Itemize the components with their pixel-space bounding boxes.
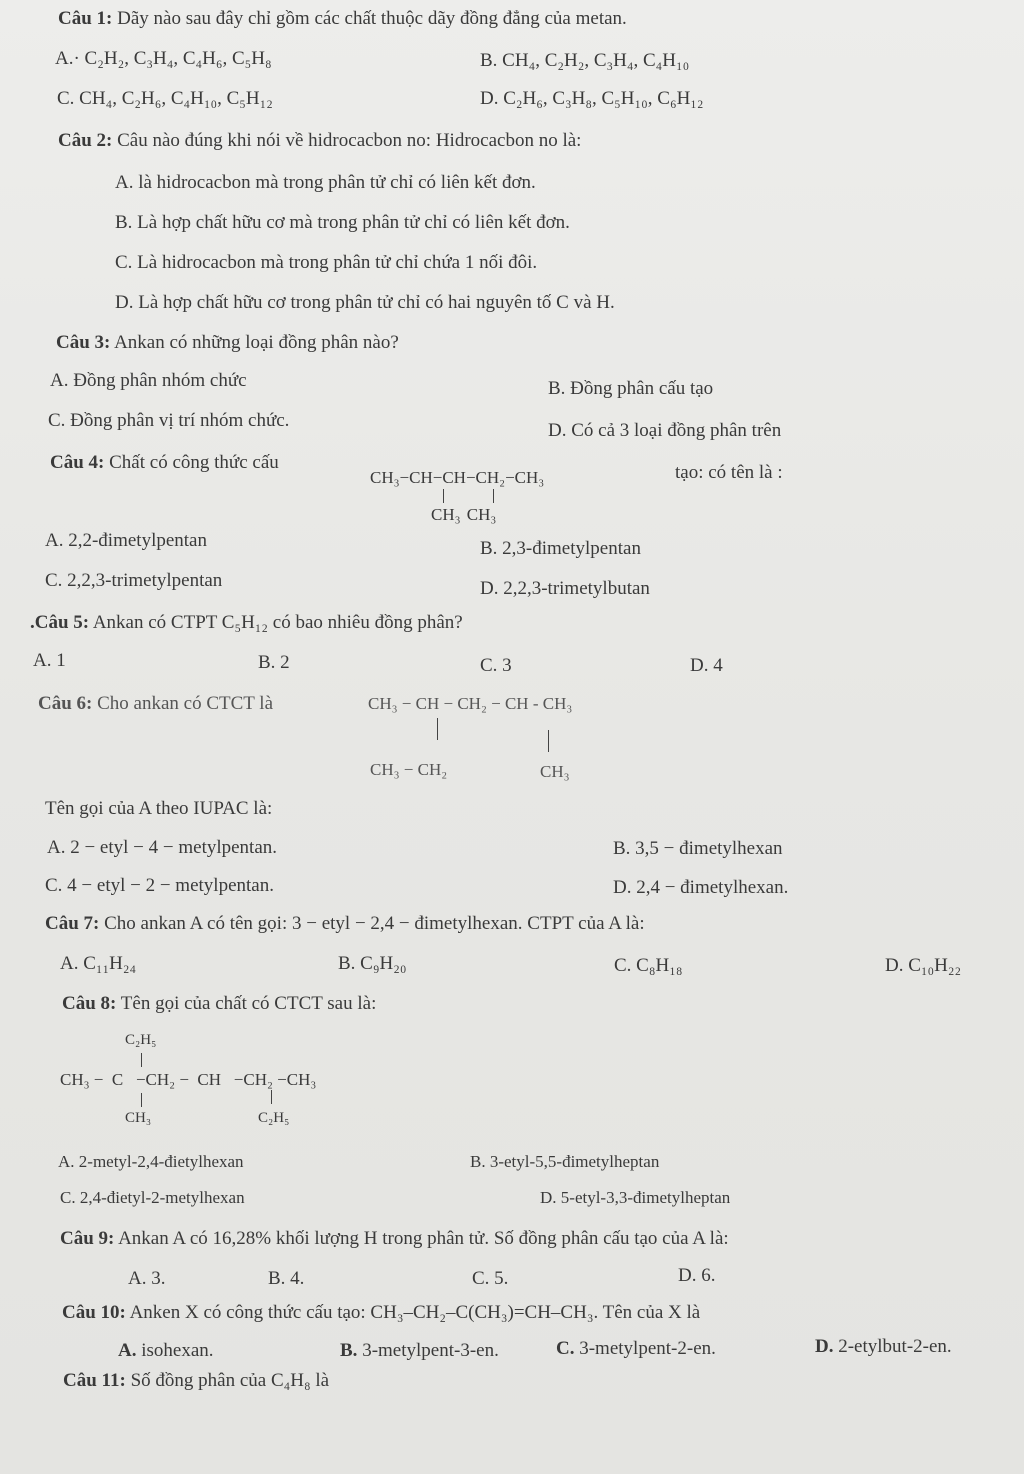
- question-number: Câu 8:: [62, 993, 117, 1014]
- q2-option-c: C. Là hidrocacbon mà trong phân tử chỉ chứa 1 nối đôi.: [115, 252, 538, 273]
- q8-formula-chain: CH₃ − C −CH₂ − CH −CH₂ −CH₃: [60, 1070, 317, 1089]
- q6-bond-line: [548, 730, 549, 752]
- question-number: Câu 2:: [58, 130, 113, 151]
- question-text: Dãy nào sau đây chỉ gồm các chất thuộc dãy đồng đẳng của metan.: [117, 8, 627, 29]
- q6-branch-methyl: CH₃: [540, 762, 570, 781]
- q6-option-c: C. 4 − etyl − 2 − metylpentan.: [45, 875, 274, 896]
- option-text: 2-etylbut-2-en.: [838, 1336, 952, 1357]
- question-number: Câu 11:: [63, 1370, 126, 1391]
- q10-option-b: [340, 1340, 499, 1363]
- q8-option-d: D. 5-etyl-3,3-đimetylheptan: [540, 1188, 731, 1207]
- q3-option-b: B. Đồng phân cấu tạo: [548, 378, 714, 399]
- q6-option-a: A. 2 − etyl − 4 − metylpentan.: [47, 837, 278, 858]
- q7-option-d: D. C₁₀H₂₂: [885, 955, 962, 976]
- q6-bond-line: [437, 718, 438, 740]
- question-6-stem: [38, 693, 273, 716]
- question-number: Câu 3:: [56, 332, 111, 353]
- question-8-stem: [62, 993, 376, 1016]
- q3-option-c: C. Đồng phân vị trí nhóm chức.: [48, 410, 290, 431]
- q6-prompt: Tên gọi của A theo IUPAC là:: [45, 798, 273, 819]
- q8-bond-line: [141, 1093, 142, 1107]
- question-11-stem: [63, 1370, 329, 1393]
- q4-bond-line: [493, 489, 494, 503]
- q4-formula-branches: CH₃ CH₃: [431, 505, 497, 524]
- q5-option-c: C. 3: [480, 655, 512, 676]
- q8-option-b: B. 3-etyl-5,5-đimetylheptan: [470, 1152, 660, 1171]
- q7-option-c: C. C₈H₁₈: [614, 955, 683, 976]
- q10-option-c: [556, 1338, 716, 1361]
- q10-option-d: [815, 1336, 952, 1359]
- question-number: Câu 1:: [58, 8, 113, 29]
- question-4-stem: [50, 452, 279, 475]
- question-10-stem: [62, 1302, 700, 1325]
- option-letter: B.: [340, 1340, 358, 1361]
- q9-option-c: C. 5.: [472, 1268, 509, 1289]
- q9-option-d: D. 6.: [678, 1265, 716, 1286]
- q8-bottom-branch-1: CH₃: [125, 1110, 152, 1126]
- q8-top-branch: C₂H₅: [125, 1032, 157, 1048]
- question-text: Ankan có CTPT C₅H₁₂ có bao nhiêu đồng phân?: [92, 612, 463, 633]
- question-number: Câu 6:: [38, 693, 93, 714]
- option-letter: D.: [815, 1336, 834, 1357]
- q4-formula-chain: CH₃−CH−CH−CH₂−CH₃: [370, 468, 545, 487]
- question-text: Chất có công thức cấu: [109, 452, 279, 473]
- q6-option-b: B. 3,5 − đimetylhexan: [613, 838, 783, 859]
- question-9-stem: [60, 1228, 729, 1251]
- q4-option-d: D. 2,2,3-trimetylbutan: [480, 578, 650, 599]
- question-text: Anken X có công thức cấu tạo: CH₃–CH₂–C(CH₃)=CH–CH₃. Tên của X là: [129, 1302, 701, 1323]
- question-number: Câu 7:: [45, 913, 100, 934]
- q4-option-a: A. 2,2-đimetylpentan: [45, 530, 207, 551]
- option-text: 3-metylpent-2-en.: [579, 1338, 716, 1359]
- question-text: Tên gọi của chất có CTCT sau là:: [120, 993, 377, 1014]
- question-3-stem: [56, 332, 399, 355]
- option-letter: C.: [556, 1338, 575, 1359]
- question-text: Câu nào đúng khi nói về hidrocacbon no: Hidrocacbon no là:: [117, 130, 582, 151]
- q1-option-b: B. CH₄, C₂H₂, C₃H₄, C₄H₁₀: [480, 50, 690, 71]
- q9-option-b: B. 4.: [268, 1268, 305, 1289]
- q1-option-d: D. C₂H₆, C₃H₈, C₅H₁₀, C₆H₁₂: [480, 88, 704, 109]
- question-5-stem: [30, 612, 463, 635]
- q6-formula-chain: CH₃ − CH − CH₂ − CH - CH₃: [368, 694, 573, 713]
- question-1-stem: [58, 8, 627, 31]
- q4-option-b: B. 2,3-đimetylpentan: [480, 538, 641, 559]
- question-text: Ankan có những loại đồng phân nào?: [114, 332, 399, 353]
- q2-option-d: D. Là hợp chất hữu cơ trong phân tử chỉ có hai nguyên tố C và H.: [115, 292, 615, 313]
- option-text: 3-metylpent-3-en.: [362, 1340, 499, 1361]
- q9-option-a: A. 3.: [128, 1268, 166, 1289]
- q2-option-a: A. là hidrocacbon mà trong phân tử chỉ có liên kết đơn.: [115, 172, 536, 193]
- q8-option-c: C. 2,4-đietyl-2-metylhexan: [60, 1188, 245, 1207]
- q7-option-a: A. C₁₁H₂₄: [60, 953, 137, 974]
- q8-option-a: A. 2-metyl-2,4-đietylhexan: [58, 1152, 244, 1171]
- question-2-stem: [58, 130, 581, 153]
- q6-branch-ethyl: CH₃ − CH₂: [370, 760, 448, 779]
- question-number: Câu 4:: [50, 452, 105, 473]
- q1-option-c: C. CH₄, C₂H₆, C₄H₁₀, C₅H₁₂: [57, 88, 273, 109]
- question-text: Cho ankan A có tên gọi: 3 − etyl − 2,4 − đimetylhexan. CTPT của A là:: [104, 913, 645, 934]
- question-number: Câu 10:: [62, 1302, 126, 1323]
- question-7-stem: [45, 913, 645, 936]
- question-text: Số đồng phân của C₄H₈ là: [130, 1370, 330, 1391]
- option-text: isohexan.: [141, 1340, 214, 1361]
- q4-bond-line: [443, 489, 444, 503]
- q1-option-a: A.· C₂H₂, C₃H₄, C₄H₆, C₅H₈: [55, 48, 272, 69]
- q5-option-b: B. 2: [258, 652, 290, 673]
- q4-stem-tail: tạo: có tên là :: [675, 462, 783, 483]
- question-number: Câu 9:: [60, 1228, 115, 1249]
- q8-bond-line: [271, 1090, 272, 1104]
- q6-option-d: D. 2,4 − đimetylhexan.: [613, 877, 789, 898]
- question-text: Cho ankan có CTCT là: [97, 693, 274, 714]
- question-number: .Câu 5:: [30, 612, 90, 633]
- q5-option-d: D. 4: [690, 655, 723, 676]
- q10-option-a: [118, 1340, 214, 1363]
- q3-option-a: A. Đồng phân nhóm chức: [50, 370, 247, 391]
- q8-bottom-branch-2: C₂H₅: [258, 1110, 290, 1126]
- q4-option-c: C. 2,2,3-trimetylpentan: [45, 570, 223, 591]
- q2-option-b: B. Là hợp chất hữu cơ mà trong phân tử chỉ có liên kết đơn.: [115, 212, 570, 233]
- q3-option-d: D. Có cả 3 loại đồng phân trên: [548, 420, 782, 441]
- q7-option-b: B. C₉H₂₀: [338, 953, 407, 974]
- question-text: Ankan A có 16,28% khối lượng H trong phân tử. Số đồng phân cấu tạo của A là:: [118, 1228, 729, 1249]
- q5-option-a: A. 1: [33, 650, 66, 671]
- q8-bond-line: [141, 1053, 142, 1067]
- option-letter: A.: [118, 1340, 137, 1361]
